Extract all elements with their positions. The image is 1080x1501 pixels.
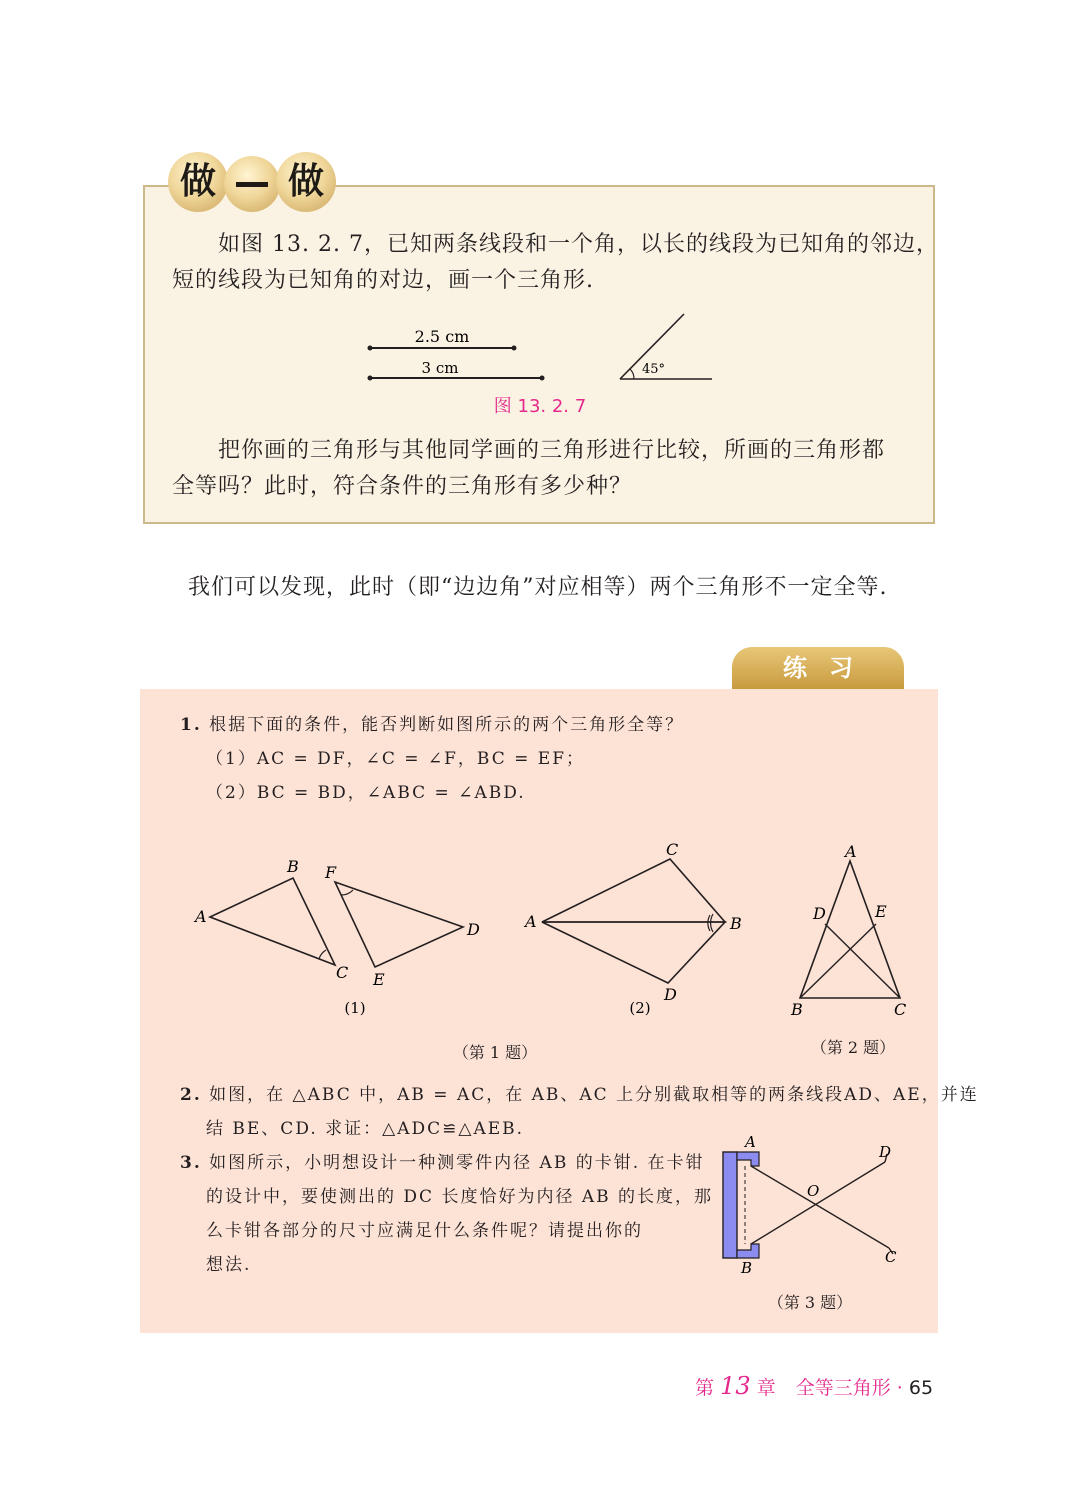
q2-line-2: 结 BE、CD. 求证：△ADC≌△AEB. (206, 1119, 525, 1139)
triangle-abd (542, 922, 725, 983)
triangle-abc (800, 861, 900, 998)
q3-text-line-1 (180, 1146, 705, 1180)
segment-be (800, 924, 876, 998)
activity-paragraph-2-line-2: 全等吗？此时，符合条件的三角形有多少种？ (172, 474, 633, 499)
figure-13-2-7 (360, 310, 730, 390)
label-d: D (664, 985, 677, 1004)
label-c: C (336, 963, 349, 982)
angle-label: 45° (642, 362, 666, 377)
label-d: D (467, 920, 480, 939)
activity-title-char-1: 做 (168, 152, 228, 212)
workpiece-top-lip (737, 1152, 759, 1166)
exercise-title: 练习 (732, 647, 904, 689)
activity-header (168, 152, 338, 214)
segment-cd (825, 924, 900, 998)
q1-fig1-sublabel: (1) (344, 999, 366, 1017)
label-b: B (287, 857, 299, 876)
label-e: E (373, 970, 385, 989)
q2-number: 2. (180, 1085, 202, 1105)
segment-long-label: 3 cm (421, 359, 459, 377)
workpiece-body (723, 1152, 737, 1258)
label-b: B (730, 914, 742, 933)
triangle-def (335, 882, 463, 967)
activity-title-char-3: 做 (276, 152, 336, 212)
figure-caption: 图 13. 2. 7 (493, 396, 587, 417)
footer-chapter (695, 1372, 933, 1402)
q1-figure-2 (520, 835, 760, 1025)
q1-condition-1: （1）AC = DF，∠C = ∠F，BC = EF； (206, 749, 585, 769)
q1-number: 1. (180, 715, 202, 735)
q1-text (180, 708, 684, 742)
caliper-arm-ac (751, 1166, 889, 1248)
activity-paragraph-1-line-1: 如图 13. 2. 7，已知两条线段和一个角，以长的线段为已知角的邻边， (218, 232, 939, 257)
label-d: D (879, 1143, 892, 1161)
label-c: C (666, 840, 679, 859)
q3-number: 3. (180, 1153, 202, 1173)
page-number: 65 (908, 1377, 934, 1399)
footer-chapter-prefix: 第 (695, 1377, 715, 1399)
q3-caption: （第 3 题） (767, 1293, 853, 1312)
label-a: A (525, 912, 537, 931)
label-c: C (894, 1000, 907, 1019)
label-b: B (741, 1259, 753, 1277)
footer-separator: · (896, 1377, 903, 1399)
q2-line-1: 如图，在 △ABC 中，AB = AC，在 AB、AC 上分别截取相等的两条线段AD、AE，并连 (209, 1085, 979, 1105)
label-a: A (195, 907, 207, 926)
q1-caption: （第 1 题） (452, 1043, 538, 1062)
q3-line-2: 的设计中，要使测出的 DC 长度恰好为内径 AB 的长度，那 (206, 1187, 714, 1207)
segment-short-label: 2.5 cm (414, 327, 470, 346)
workpiece-bottom-lip (737, 1244, 759, 1258)
label-f: F (325, 863, 337, 882)
label-a: A (845, 842, 857, 861)
caliper-arm-bd (751, 1162, 885, 1244)
footer-chapter-suffix: 章 (756, 1377, 776, 1399)
q1-fig2-sublabel: (2) (629, 999, 651, 1017)
triangle-abc-2 (542, 859, 725, 922)
q1-figure-1 (185, 845, 495, 1025)
label-a: A (745, 1133, 756, 1151)
q1-question: 根据下面的条件，能否判断如图所示的两个三角形全等？ (209, 715, 685, 735)
footer-chapter-number: 13 (720, 1372, 751, 1400)
q2-text-line-1 (180, 1078, 979, 1112)
activity-paragraph-2-line-1: 把你画的三角形与其他同学画的三角形进行比较，所画的三角形都 (218, 438, 886, 463)
label-e: E (875, 902, 887, 921)
label-b: B (791, 1000, 803, 1019)
label-o: O (807, 1182, 820, 1200)
activity-paragraph-1-line-2: 短的线段为已知角的对边，画一个三角形. (172, 268, 594, 293)
triangle-abc (210, 878, 335, 965)
q1-condition-2: （2）BC = BD，∠ABC = ∠ABD. (206, 783, 526, 803)
label-d: D (813, 904, 826, 923)
q3-line-3: 么卡钳各部分的尺寸应满足什么条件呢？请提出你的 (206, 1221, 643, 1241)
activity-title-char-2 (224, 156, 280, 212)
q2-caption: （第 2 题） (810, 1038, 896, 1057)
q3-figure (715, 1130, 915, 1280)
footer-chapter-title: 全等三角形 (795, 1377, 891, 1399)
conclusion-text: 我们可以发现，此时（即“边边角”对应相等）两个三角形不一定全等. (188, 575, 888, 600)
q2-figure (780, 838, 920, 1023)
q3-line-1: 如图所示，小明想设计一种测零件内径 AB 的卡钳. 在卡钳 (209, 1153, 705, 1173)
q3-line-4: 想法. (206, 1255, 252, 1275)
label-c: C (885, 1248, 897, 1266)
